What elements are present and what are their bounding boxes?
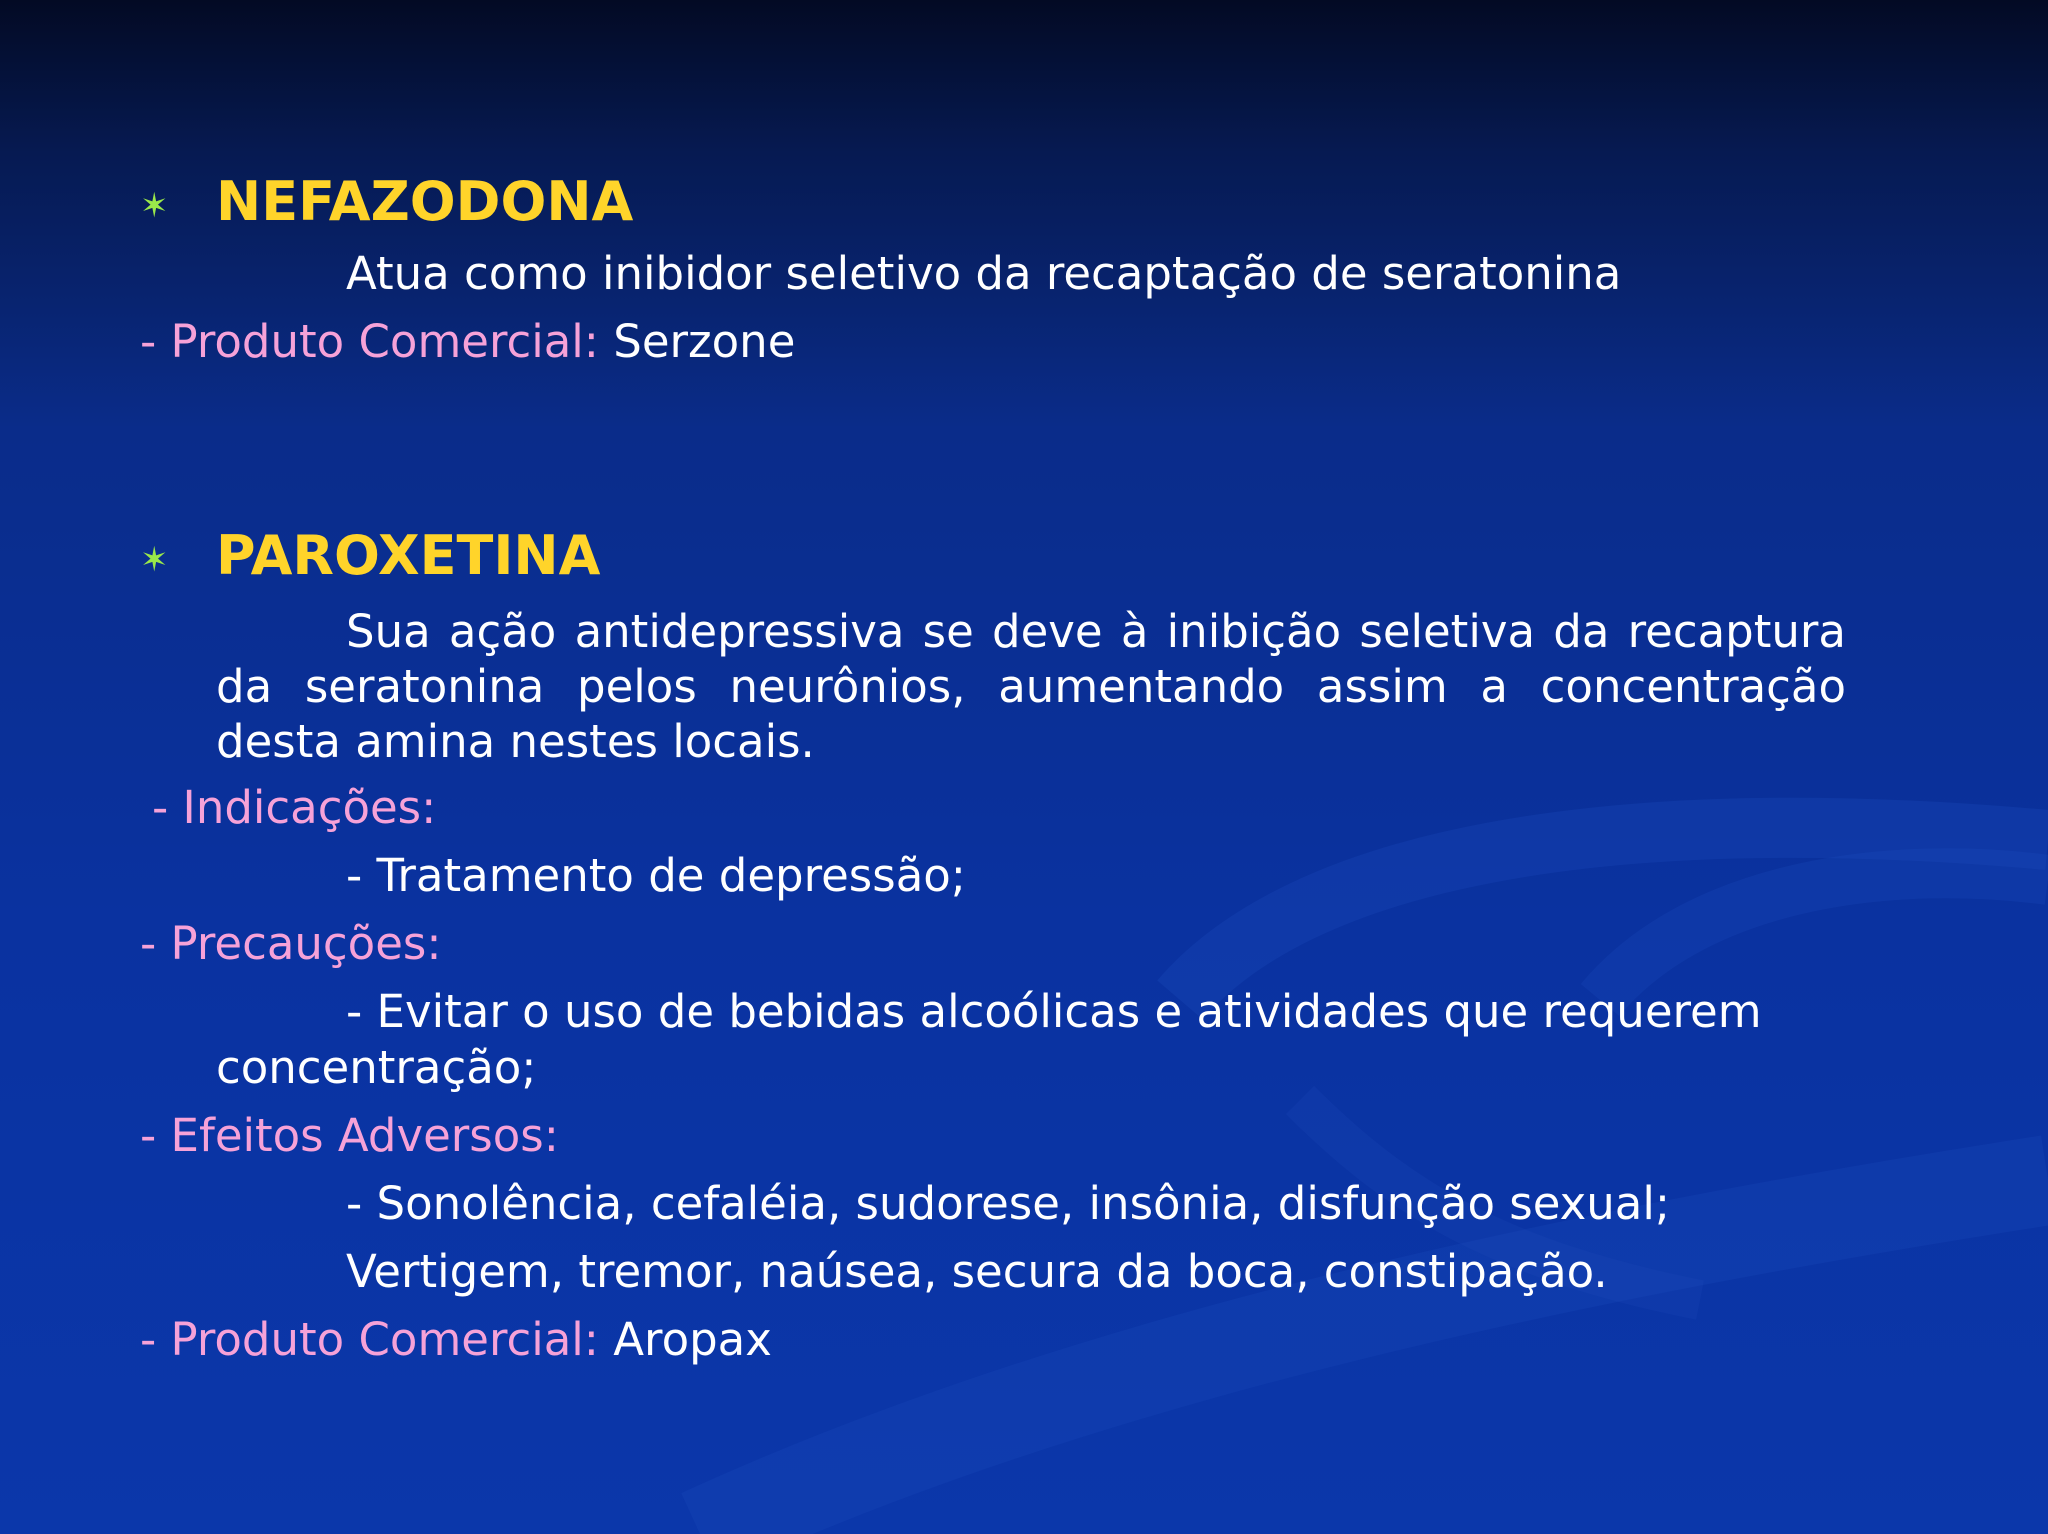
product-value: Aropax (598, 1313, 772, 1366)
precautions-item-line2: concentração; (216, 1041, 537, 1094)
star-bullet-icon: ✶ (140, 186, 169, 226)
product-label: - Produto Comercial: (140, 1313, 599, 1366)
indications-label: - Indicações: (152, 781, 437, 834)
star-bullet-icon: ✶ (140, 540, 169, 580)
paroxetina-description: Sua ação antidepressiva se deve à inibição seletiva da recaptura da seratonina pelos neurônios, aumentando assim a concentração desta amina nestes locais. (216, 605, 1846, 768)
nefazodona-description: Atua como inibidor seletivo da recaptação de seratonina (346, 247, 1622, 300)
precautions-item-line1: - Evitar o uso de bebidas alcoólicas e atividades que requerem (346, 985, 1762, 1038)
product-label: - Produto Comercial: (140, 315, 599, 368)
product-value: Serzone (598, 315, 796, 368)
paroxetina-product (140, 1312, 772, 1368)
nefazodona-product (140, 314, 795, 370)
adverse-effects-label: - Efeitos Adversos: (140, 1109, 559, 1162)
section-title-nefazodona: NEFAZODONA (216, 170, 634, 233)
adverse-effects-line1: - Sonolência, cefaléia, sudorese, insônia, disfunção sexual; (346, 1177, 1671, 1230)
section-title-paroxetina: PAROXETINA (216, 524, 601, 587)
precautions-label: - Precauções: (140, 917, 442, 970)
adverse-effects-line2: Vertigem, tremor, naúsea, secura da boca, constipação. (346, 1245, 1608, 1298)
indications-item: - Tratamento de depressão; (346, 849, 966, 902)
